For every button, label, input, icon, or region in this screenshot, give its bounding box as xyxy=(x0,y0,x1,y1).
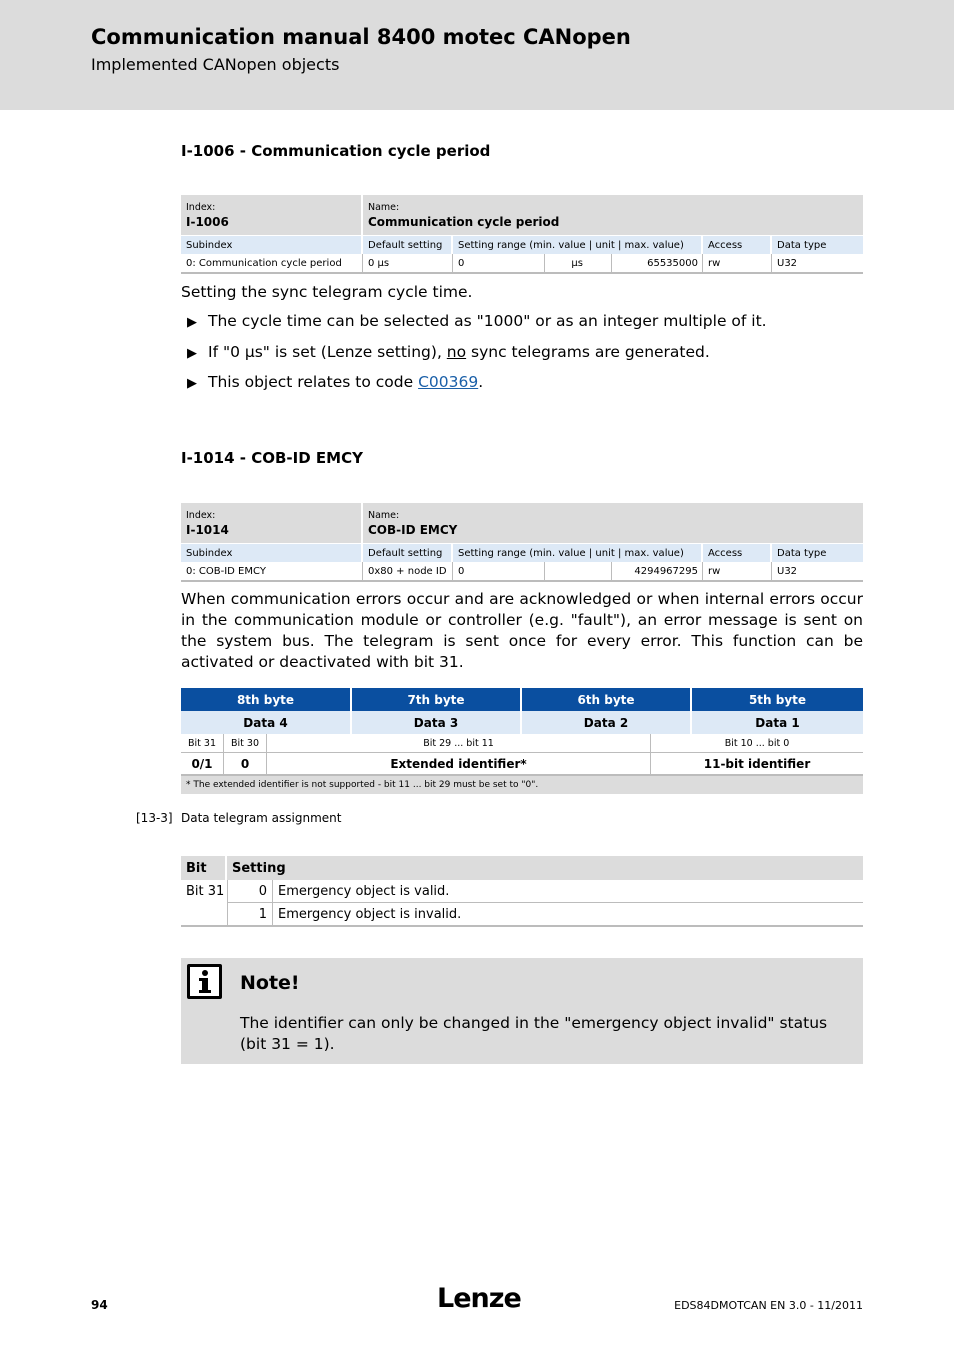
triangle-bullet-icon: ▶ xyxy=(187,346,197,361)
page-number: 94 xyxy=(91,1298,108,1312)
setting-text: Emergency object is invalid. xyxy=(272,903,863,925)
cell-max: 65535000 xyxy=(612,254,703,272)
name-label: Name: xyxy=(368,202,400,213)
section-heading-i1006: I-1006 - Communication cycle period xyxy=(181,142,491,160)
data-header: Data 4 xyxy=(181,711,352,734)
index-label: Index: xyxy=(186,510,216,521)
cell-subindex: 0: COB-ID EMCY xyxy=(181,562,363,580)
page-header xyxy=(0,0,954,110)
cell-max: 4294967295 xyxy=(612,562,703,580)
triangle-bullet-icon: ▶ xyxy=(187,376,197,391)
bullet-text: This object relates to code xyxy=(208,373,419,391)
col-range: Setting range (min. value | unit | max. value) xyxy=(453,236,703,254)
cell-min: 0 xyxy=(453,254,545,272)
bit-label: Bit 10 ... bit 0 xyxy=(724,737,790,749)
document-id: EDS84DMOTCAN EN 3.0 - 11/2011 xyxy=(674,1299,863,1312)
bit-cell-empty xyxy=(181,903,227,925)
data-header: Data 2 xyxy=(522,711,692,734)
cell-min: 0 xyxy=(453,562,545,580)
code-link-c00369[interactable]: C00369 xyxy=(418,373,479,391)
bit-cell: Bit 31 xyxy=(186,884,225,899)
setting-text: Emergency object is valid. xyxy=(272,880,863,903)
section-heading-i1014: I-1014 - COB-ID EMCY xyxy=(181,449,363,467)
cell-default: 0x80 + node ID xyxy=(363,562,453,580)
name-label: Name: xyxy=(368,510,400,521)
col-type: Data type xyxy=(777,239,827,251)
col-subindex: Subindex xyxy=(181,544,363,562)
col-subindex: Subindex xyxy=(181,236,363,254)
figure-caption: Data telegram assignment xyxy=(181,811,342,825)
bit-label: Bit 31 xyxy=(181,734,224,752)
triangle-bullet-icon: ▶ xyxy=(187,315,197,330)
col-range: Setting range (min. value | unit | max. value) xyxy=(453,544,703,562)
bit-value: 11-bit identifier xyxy=(703,756,811,771)
bullet-text: The cycle time can be selected as "1000" or as an integer multiple of it. xyxy=(208,312,767,330)
object-table-i1014 xyxy=(181,503,863,582)
col-access: Access xyxy=(703,236,772,254)
bit-value: 0/1 xyxy=(181,753,224,774)
bullet-text: . xyxy=(478,373,484,391)
bit-setting-table xyxy=(181,856,863,927)
info-icon xyxy=(187,964,222,999)
bullet-item xyxy=(187,343,710,361)
col-setting: Setting xyxy=(232,860,286,876)
byte-header: 7th byte xyxy=(352,688,522,711)
note-box xyxy=(181,958,863,1064)
bullet-item xyxy=(187,312,767,330)
cell-unit xyxy=(545,562,612,580)
document-subtitle: Implemented CANopen objects xyxy=(91,55,340,74)
data-header: Data 1 xyxy=(692,711,863,734)
cell-access: rw xyxy=(703,254,772,272)
bullet-item xyxy=(187,373,483,391)
col-type: Data type xyxy=(777,547,827,559)
col-default: Default setting xyxy=(363,236,453,254)
document-title: Communication manual 8400 motec CANopen xyxy=(91,25,631,49)
bullet-emphasis: no xyxy=(446,343,467,361)
name-value: COB-ID EMCY xyxy=(368,523,458,537)
cell-type: U32 xyxy=(777,257,798,269)
figure-number: [13-3] xyxy=(136,811,173,825)
cell-type: U32 xyxy=(777,565,798,577)
note-text: The identifier can only be changed in the "emergency object invalid" status (bit 31 = 1). xyxy=(240,1014,828,1053)
setting-value: 0 xyxy=(227,880,272,903)
byte-header: 5th byte xyxy=(692,688,863,711)
telegram-table xyxy=(181,688,863,794)
note-title: Note! xyxy=(240,972,300,994)
bullet-text: If "0 µs" is set (Lenze setting), xyxy=(208,343,447,361)
byte-header: 6th byte xyxy=(522,688,692,711)
bit-label: Bit 29 ... bit 11 xyxy=(267,734,651,752)
emcy-description: When communication errors occur and are acknowledged or when internal errors occur in the communication module or controller (e.g. "fault"), an error message is sent on the system bus. The telegram is sent once for every error. This function can be activated or deactivated with bit 31. xyxy=(181,590,863,671)
lenze-logo: Lenze xyxy=(437,1283,521,1314)
cell-unit: µs xyxy=(545,254,612,272)
data-header: Data 3 xyxy=(352,711,522,734)
index-value: I-1006 xyxy=(186,215,229,229)
byte-header: 8th byte xyxy=(181,688,352,711)
intro-paragraph: Setting the sync telegram cycle time. xyxy=(181,283,473,301)
col-access: Access xyxy=(703,544,772,562)
cell-default: 0 µs xyxy=(363,254,453,272)
object-table-i1006 xyxy=(181,195,863,274)
bullet-text: sync telegrams are generated. xyxy=(466,343,710,361)
bit-label: Bit 30 xyxy=(224,734,267,752)
name-value: Communication cycle period xyxy=(368,215,560,229)
telegram-footnote: * The extended identifier is not supported - bit 11 ... bit 29 must be set to "0". xyxy=(181,776,863,794)
index-value: I-1014 xyxy=(186,523,229,537)
bit-value: Extended identifier* xyxy=(267,753,651,774)
col-default: Default setting xyxy=(363,544,453,562)
index-label: Index: xyxy=(186,202,216,213)
setting-value: 1 xyxy=(227,903,272,925)
cell-access: rw xyxy=(703,562,772,580)
cell-subindex: 0: Communication cycle period xyxy=(181,254,363,272)
col-bit: Bit xyxy=(181,856,227,880)
bit-value: 0 xyxy=(224,753,267,774)
